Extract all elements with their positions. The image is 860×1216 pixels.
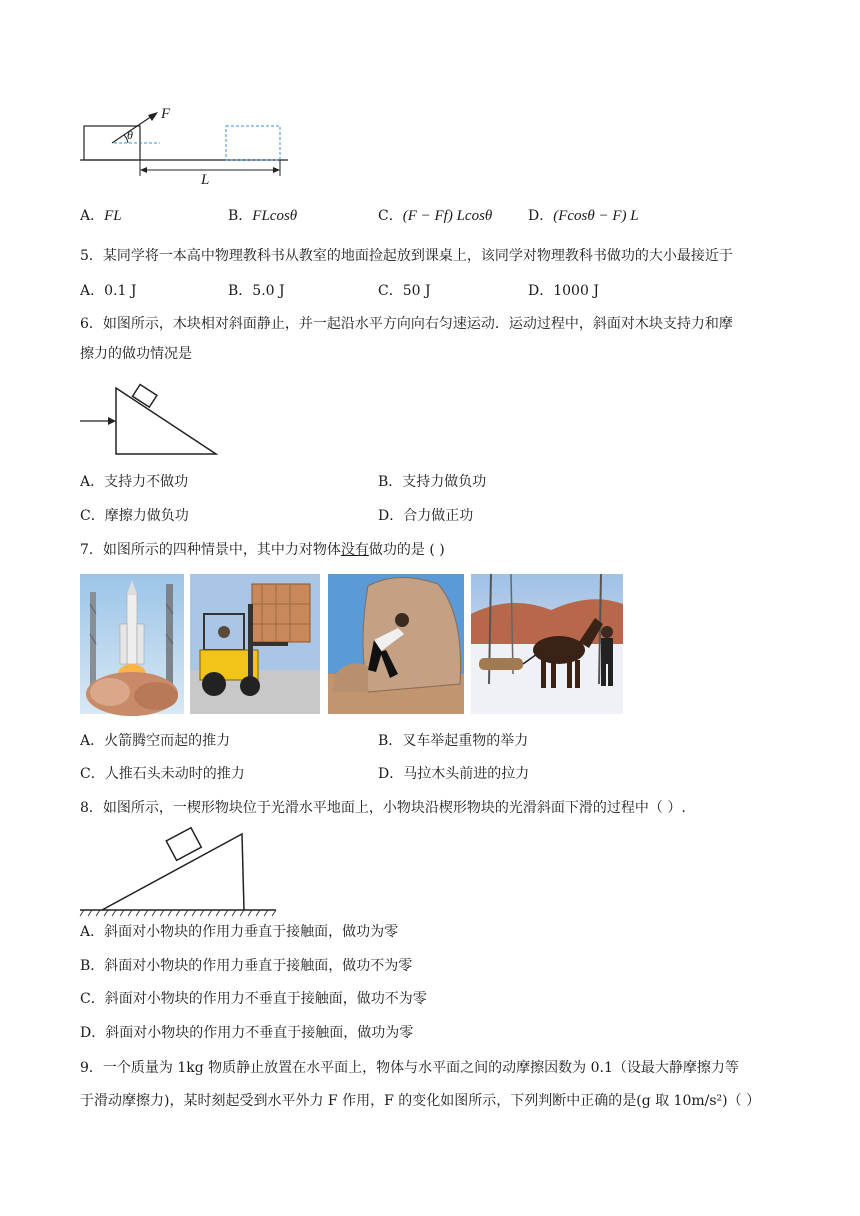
rocket-launch-image (80, 574, 184, 714)
q7-stem-prefix: 7．如图所示的四种情景中，其中力对物体 (80, 542, 341, 558)
option-text: 摩擦力做负功 (104, 508, 189, 524)
option-text: 0.1 J (104, 283, 137, 299)
horse-pulling-log-image (471, 574, 623, 714)
option-text: FLcosθ (252, 208, 298, 224)
q7-stem (80, 540, 445, 560)
q5-option-b[interactable] (228, 281, 285, 301)
option-letter: A． (80, 733, 105, 749)
option-text: 火箭腾空而起的推力 (104, 733, 231, 749)
distance-label: L (201, 172, 210, 188)
q6-stem-line2: 擦力的做功情况是 (80, 346, 192, 362)
option-text: 50 J (402, 283, 431, 299)
option-text: 叉车举起重物的举力 (402, 733, 529, 749)
q4-option-a[interactable] (80, 206, 122, 226)
q7-option-c[interactable] (80, 764, 245, 784)
option-text: (F − Ff) Lcosθ (402, 208, 493, 224)
option-letter: A． (80, 283, 105, 299)
option-letter: C． (80, 508, 105, 524)
option-text: 人推石头未动时的推力 (104, 766, 245, 782)
option-letter: D． (80, 1025, 106, 1041)
q7-stem-suffix: 做功的是 ( ) (368, 542, 445, 558)
option-text: 斜面对小物块的作用力垂直于接触面，做功不为零 (104, 958, 413, 974)
option-letter: C． (80, 766, 105, 782)
option-letter: C． (378, 208, 403, 224)
q6-incline-figure (80, 380, 220, 458)
option-text: 合力做正功 (403, 508, 474, 524)
q8-wedge-figure (80, 826, 280, 916)
q5-option-a[interactable] (80, 281, 136, 301)
q6-option-d[interactable] (378, 506, 473, 526)
forklift-image (190, 574, 320, 714)
option-letter: D． (378, 508, 404, 524)
option-letter: B． (378, 474, 403, 490)
q7-option-a[interactable] (80, 731, 230, 751)
option-letter: D． (528, 208, 554, 224)
option-letter: C． (378, 283, 403, 299)
q7-option-b[interactable] (378, 731, 528, 751)
option-text: 斜面对小物块的作用力垂直于接触面，做功为零 (104, 924, 399, 940)
q8-option-d[interactable] (80, 1023, 413, 1043)
option-text: 支持力不做功 (104, 474, 189, 490)
option-text: (Fcosθ − F) L (553, 208, 639, 224)
q4-figure (78, 104, 298, 194)
q9-stem-line1: 9．一个质量为 1kg 物质静止放置在水平面上，物体与水平面之间的动摩擦因数为 0.1（设最大静摩擦力等 (80, 1060, 739, 1076)
option-letter: D． (528, 283, 554, 299)
option-letter: A． (80, 924, 105, 940)
force-label: F (161, 106, 171, 122)
person-pushing-rock-image (328, 574, 464, 714)
q8-stem: 8．如图所示，一楔形物块位于光滑水平地面上，小物块沿楔形物块的光滑斜面下滑的过程中（ ）. (80, 800, 686, 816)
option-text: 斜面对小物块的作用力不垂直于接触面，做功不为零 (104, 991, 427, 1007)
option-text: 斜面对小物块的作用力不垂直于接触面，做功为零 (105, 1025, 414, 1041)
q4-option-d[interactable] (528, 206, 639, 226)
q5-stem: 5．某同学将一本高中物理教科书从教室的地面捡起放到课桌上，该同学对物理教科书做功的大小最接近于 (80, 248, 733, 264)
q5-option-c[interactable] (378, 281, 431, 301)
q9-stem-line2: 于滑动摩擦力)，某时刻起受到水平外力 F 作用，F 的变化如图所示，下列判断中正确的是(g 取 10m/s²)（ ） (80, 1093, 761, 1109)
q7-stem-underlined: 没有 (340, 542, 369, 558)
q6-option-b[interactable] (378, 472, 486, 492)
q8-option-b[interactable] (80, 956, 412, 976)
option-letter: B． (378, 733, 403, 749)
q5-option-d[interactable] (528, 281, 599, 301)
option-letter: D． (378, 766, 404, 782)
option-letter: B． (80, 958, 105, 974)
q6-option-c[interactable] (80, 506, 189, 526)
option-letter: B． (228, 283, 253, 299)
q7-option-d[interactable] (378, 764, 529, 784)
option-letter: B． (228, 208, 253, 224)
q4-option-b[interactable] (228, 206, 297, 226)
q8-option-a[interactable] (80, 922, 398, 942)
option-letter: C． (80, 991, 105, 1007)
option-text: 5.0 J (252, 283, 285, 299)
option-text: 支持力做负功 (402, 474, 487, 490)
option-text: 马拉木头前进的拉力 (403, 766, 530, 782)
option-text: 1000 J (553, 283, 599, 299)
option-text: FL (104, 208, 122, 224)
q6-stem-line1: 6．如图所示，木块相对斜面静止，并一起沿水平方向向右匀速运动．运动过程中，斜面对木块支持力和摩 (80, 316, 733, 332)
q8-option-c[interactable] (80, 989, 427, 1009)
q6-option-a[interactable] (80, 472, 188, 492)
option-letter: A． (80, 474, 105, 490)
option-letter: A． (80, 208, 105, 224)
q4-option-c[interactable] (378, 206, 492, 226)
angle-label: θ (127, 128, 133, 142)
